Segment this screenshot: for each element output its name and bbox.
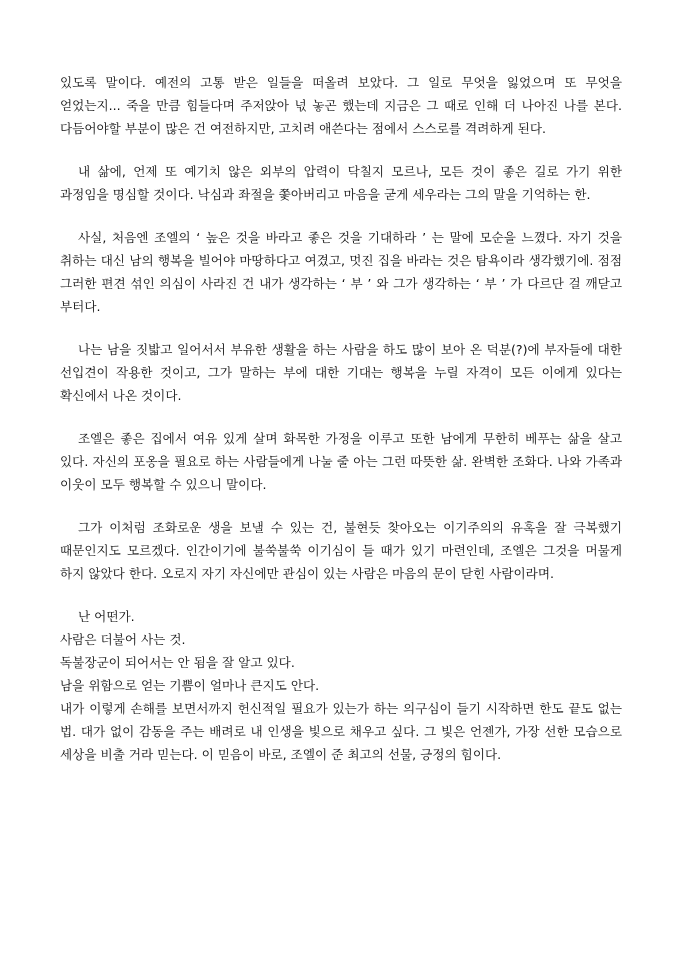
paragraph-selfishness: 그가 이처럼 조화로운 생을 보낼 수 있는 건, 불현듯 찾아오는 이기주의의 유혹을 잘 극복했기 때문인지도 모르겠다. 인간이기에 불쑥불쑥 이기심이 들 때가 있기 마련인데, 조엘은 그것을 머물게 하지 않았다 한다. 오로지 자기 자신에만 관심이 있는 사람은 마음의 문이 닫힌 사람이라며.	[60, 520, 622, 581]
paragraph-contradiction: 사실, 처음엔 조엘의 ‘ 높은 것을 바라고 좋은 것을 기대하라 ’ 는 말에 모순을 느꼈다. 자기 것을 취하는 대신 남의 행복을 빌어야 마땅하다고 여겼고, 멋진 집을 바라는 것은 탐욕이라 생각했기에. 점점 그러한 편견 섞인 의심이 사라진 건 내가 생각하는 ‘ 부 ’ 와 그가 생각하는 ‘ 부 ’ 가 다르단 걸 깨닫고 부터다.	[60, 230, 622, 314]
paragraph-prejudice: 나는 남을 짓밟고 일어서서 부유한 생활을 하는 사람을 하도 많이 보아 온 덕분(?)에 부자들에 대한 선입견이 작용한 것이고, 그가 말하는 부에 대한 기대는 행복을 누릴 자격이 모든 이에게 있다는 확신에서 나온 것이다.	[60, 342, 622, 403]
paragraph-harmony: 조엘은 좋은 집에서 여유 있게 살며 화목한 가정을 이루고 또한 남에게 무한히 베푸는 삶을 살고 있다. 자신의 포옹을 필요로 하는 사람들에게 나눌 줄 아는 그런 따뜻한 삶. 완벽한 조화다. 나와 가족과 이웃이 모두 행복할 수 있으니 말이다.	[60, 431, 622, 492]
closing-line: 난 어떤가.	[78, 609, 135, 624]
document-page	[60, 71, 622, 766]
paragraph-continued: 있도록 말이다. 예전의 고통 받은 일들을 떠올려 보았다. 그 일로 무엇을 잃었으며 또 무엇을 얻었는지... 죽을 만큼 힘들다며 주저앉아 넋 놓곤 했는데 지금은 그 때로 인해 더 나아진 나를 본다. 다듬어야할 부분이 많은 건 여전하지만, 고치려 애쓴다는 점에서 스스로를 격려하게 된다.	[60, 75, 622, 136]
closing-line: 사람은 더불어 사는 것.	[60, 632, 186, 647]
closing-paragraph: 내가 이렇게 손해를 보면서까지 헌신적일 필요가 있는가 하는 의구심이 들기 시작하면 한도 끝도 없는 법. 대가 없이 감동을 주는 배려로 내 인생을 빛으로 채우고 싶다. 그 빛은 언젠가, 가장 선한 모습으로 세상을 비출 거라 믿는다. 이 믿음이 바로, 조엘이 준 최고의 선물, 긍정의 힘이다.	[60, 701, 622, 762]
closing-line: 남을 위함으로 얻는 기쁨이 얼마나 큰지도 안다.	[60, 678, 320, 693]
paragraph-pressure: 내 삶에, 언제 또 예기치 않은 외부의 압력이 닥칠지 모르나, 모든 것이 좋은 길로 가기 위한 과정임을 명심할 것이다. 낙심과 좌절을 쫓아버리고 마음을 굳게 세우라는 그의 말을 기억하는 한.	[60, 164, 622, 202]
closing-section	[60, 605, 622, 766]
closing-line: 독불장군이 되어서는 안 됨을 잘 알고 있다.	[60, 655, 295, 670]
